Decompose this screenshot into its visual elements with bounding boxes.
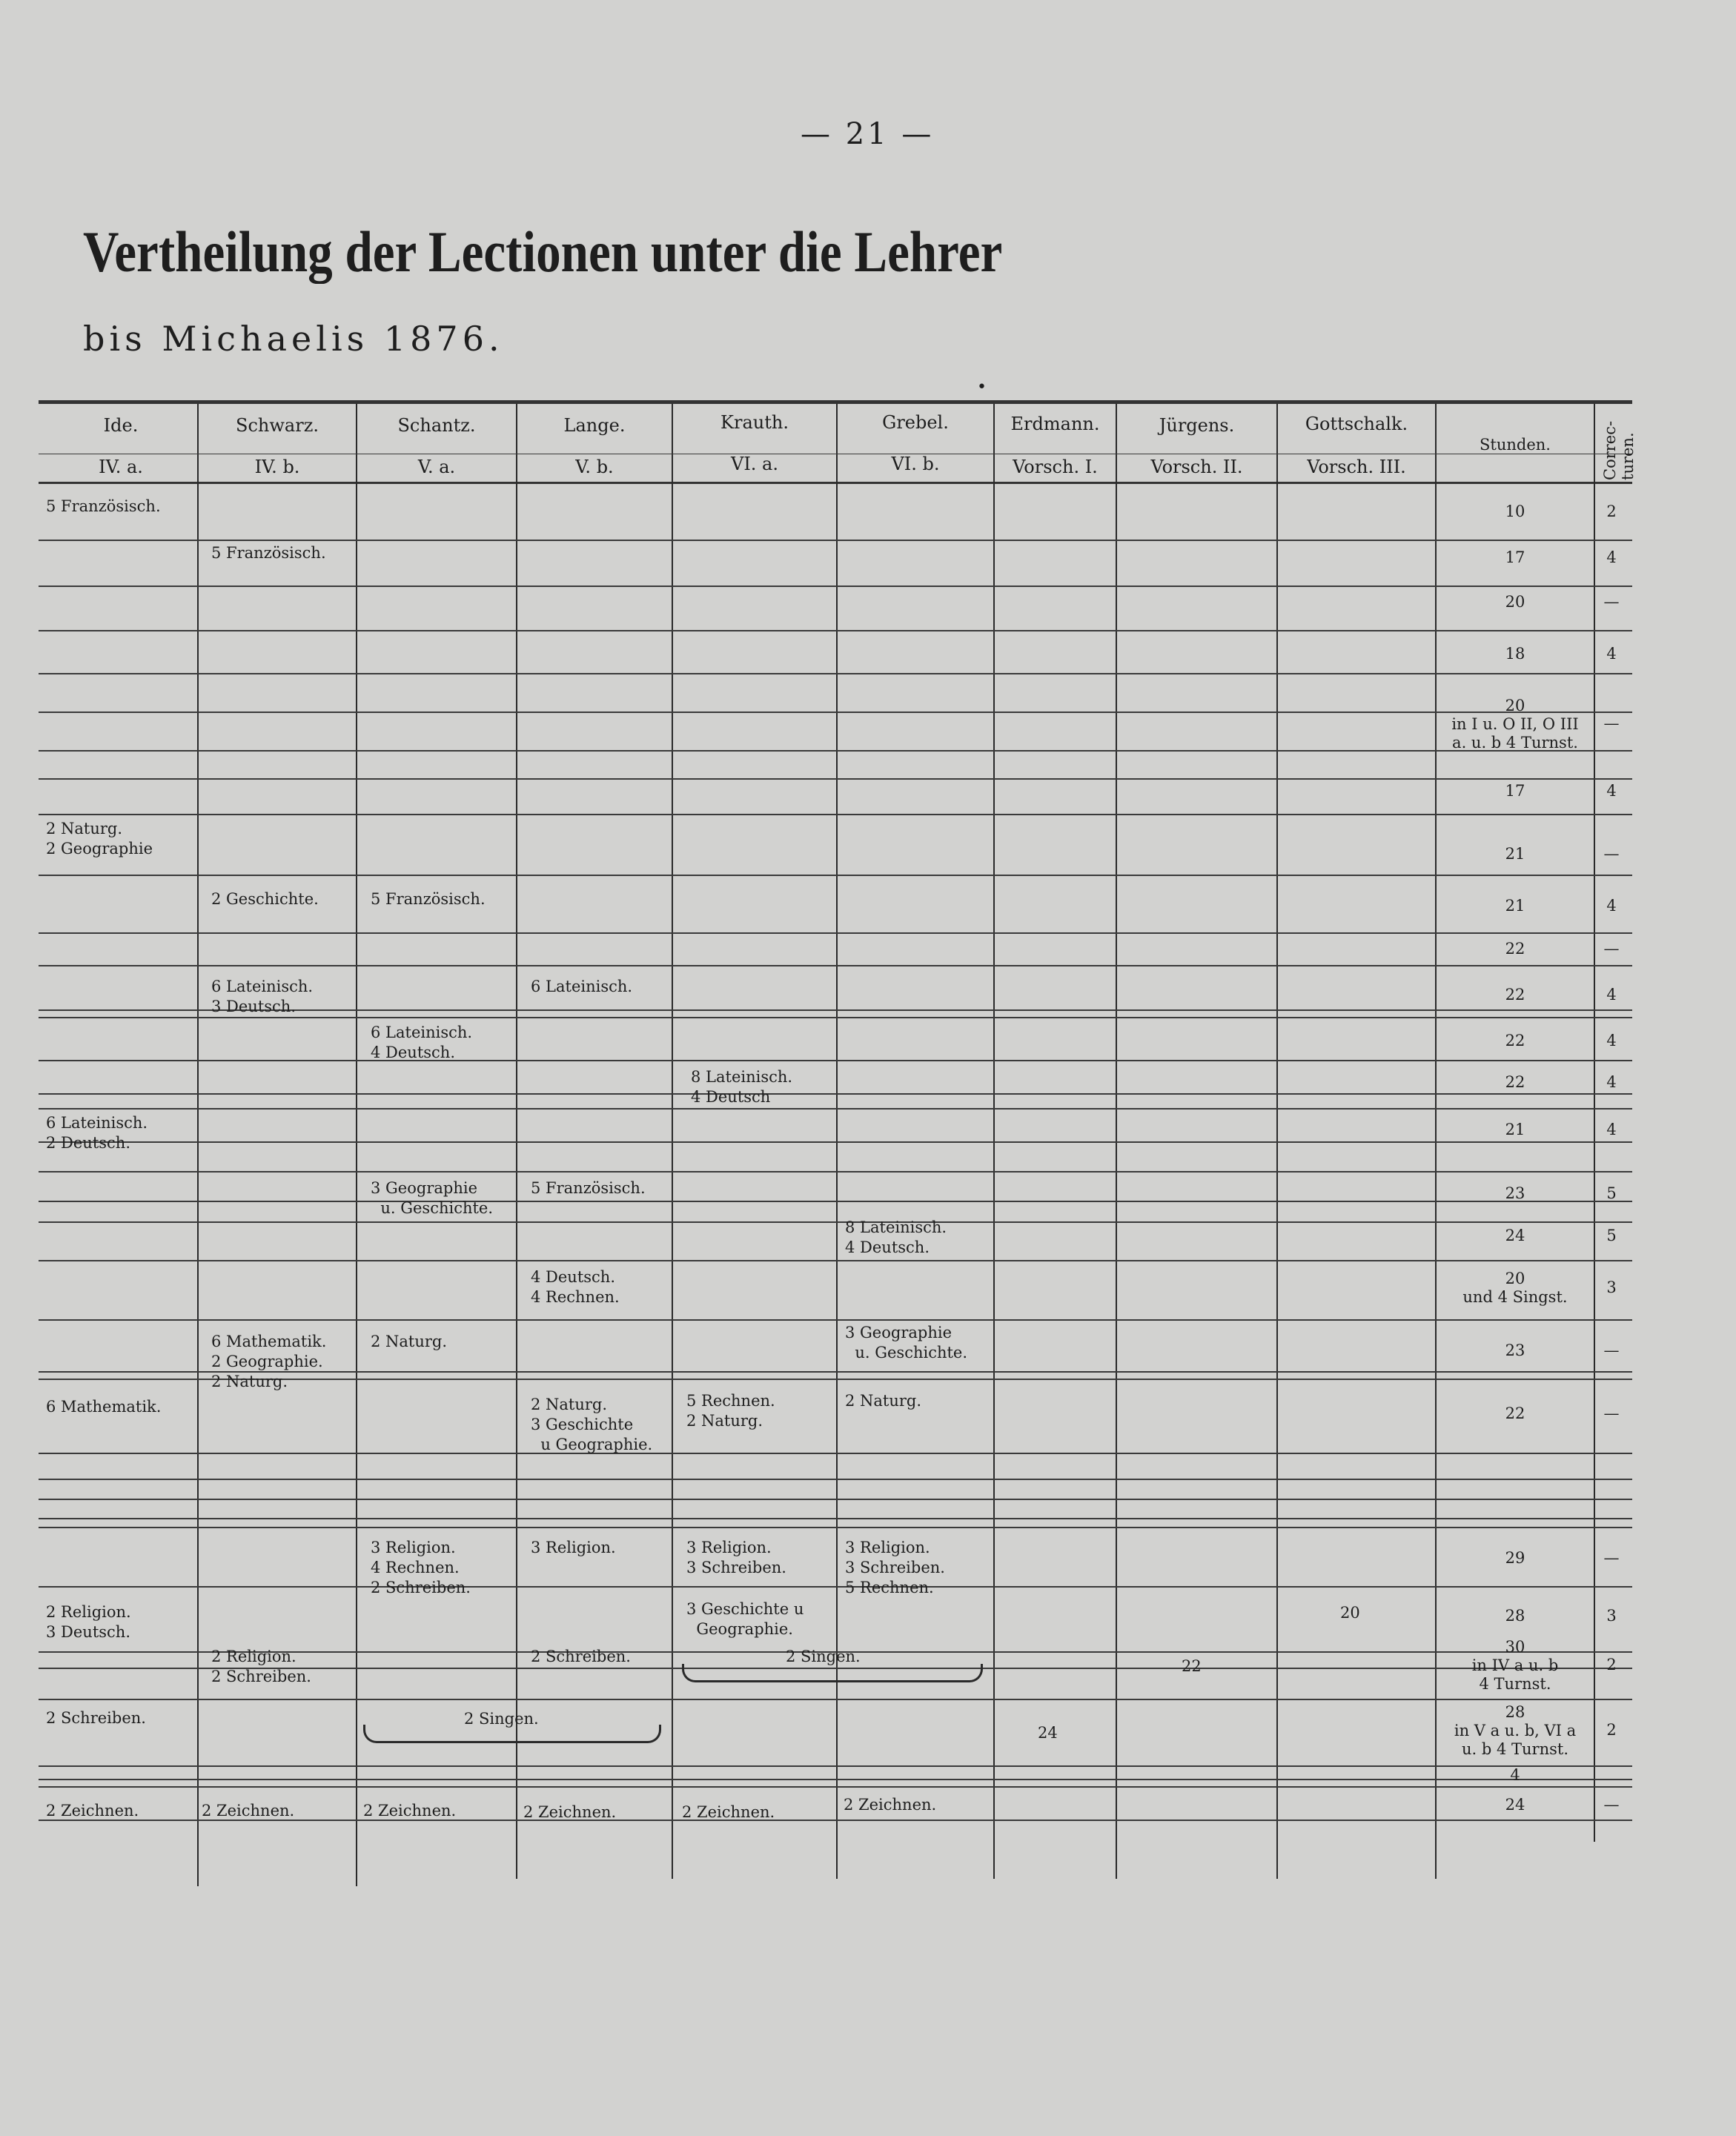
row-rule (39, 1518, 1632, 1519)
correcturen-value: — (1603, 940, 1620, 958)
cell-ide-zeichnen: 2 Zeichnen. (46, 1802, 139, 1820)
cell-lange-franz: 5 Französisch. (531, 1179, 646, 1197)
cell-schantz-geo: 3 Geographie u. Geschichte. (371, 1179, 494, 1217)
correcturen-value: 4 (1606, 645, 1617, 663)
stunden-value: 28 in V a u. b, VI a u. b 4 Turnst. (1454, 1703, 1577, 1758)
col-header-juergens: Jürgens. (1159, 415, 1235, 436)
stunden-value: 21 (1505, 1121, 1525, 1138)
correcturen-value: 3 (1606, 1607, 1617, 1625)
singen-label-2: 2 Singen. (464, 1710, 539, 1728)
correcturen-value: 4 (1606, 1121, 1617, 1138)
header-rule (39, 482, 1632, 484)
correcturen-value: — (1603, 1341, 1620, 1359)
stunden-value: 24 (1505, 1227, 1525, 1244)
row-rule (39, 1221, 1632, 1223)
correcturen-value: — (1603, 845, 1620, 863)
correcturen-value: 2 (1606, 1656, 1617, 1674)
stunden-value: 28 (1505, 1607, 1525, 1625)
col-header-stunden: Stunden. (1480, 436, 1551, 454)
correcturen-value: 5 (1606, 1227, 1617, 1244)
col-class-grebel: VI. b. (891, 454, 940, 474)
col-class-krauth: VI. a. (730, 454, 778, 474)
stunden-value: 23 (1505, 1184, 1525, 1202)
stunden-value: 22 (1505, 940, 1525, 958)
col-class-lange: V. b. (575, 457, 614, 477)
cell-schantz-naturg: 2 Naturg. (371, 1333, 448, 1350)
correcturen-value: 3 (1606, 1278, 1617, 1296)
row-rule (39, 750, 1632, 752)
cell-lange-religion: 3 Religion. (531, 1539, 616, 1556)
cell-ide-schreiben: 2 Schreiben. (46, 1709, 146, 1727)
stunden-value: 22 (1505, 1073, 1525, 1091)
col-class-gottschalk: Vorsch. III. (1307, 457, 1406, 477)
col-header-schantz: Schantz. (397, 415, 476, 436)
cell-krauth-geschichte: 3 Geschichte u Geographie. (686, 1600, 804, 1638)
row-rule (39, 932, 1632, 934)
cell-schwarz-gesch: 2 Geschichte. (211, 890, 319, 908)
cell-lange-latein: 6 Lateinisch. (531, 978, 633, 995)
correcturen-value: — (1603, 1796, 1620, 1814)
singen-label-1: 2 Singen. (786, 1648, 861, 1665)
col-divider (197, 404, 199, 1886)
stunden-value: 23 (1505, 1341, 1525, 1359)
stunden-value: 17 (1505, 548, 1525, 566)
row-rule (39, 1586, 1632, 1588)
row-rule (39, 1479, 1632, 1480)
row-rule (39, 1527, 1632, 1528)
stunden-value: 24 (1505, 1796, 1525, 1814)
stunden-value: 20 (1505, 593, 1525, 611)
col-header-lange: Lange. (563, 415, 626, 436)
cell-lange-zeichnen: 2 Zeichnen. (523, 1803, 617, 1821)
row-rule (39, 965, 1632, 966)
cell-ide-math: 6 Mathematik. (46, 1398, 162, 1416)
col-header-grebel: Grebel. (882, 412, 949, 433)
row-rule (39, 875, 1632, 876)
cell-lange-naturg: 2 Naturg. 3 Geschichte u Geographie. (531, 1396, 653, 1453)
cell-schwarz-religion: 2 Religion. 2 Schreiben. (211, 1648, 311, 1685)
stunden-value: 22 (1505, 1404, 1525, 1422)
row-rule (39, 1260, 1632, 1261)
stunden-value: 22 (1505, 1032, 1525, 1049)
row-rule (39, 712, 1632, 713)
correcturen-value: 2 (1606, 1721, 1617, 1739)
row-rule (39, 778, 1632, 780)
row-rule (39, 1141, 1632, 1143)
page-number: — 21 — (801, 117, 935, 151)
cell-krauth-religion: 3 Religion. 3 Schreiben. (686, 1539, 786, 1576)
cell-krauth-zeichnen: 2 Zeichnen. (682, 1803, 775, 1821)
correcturen-value: — (1603, 714, 1620, 732)
col-divider (1594, 404, 1595, 1842)
col-header-ide: Ide. (103, 415, 139, 436)
row-rule (39, 1108, 1632, 1110)
row-rule (39, 1201, 1632, 1202)
cell-ide-religion: 2 Religion. 3 Deutsch. (46, 1603, 131, 1641)
row-rule (39, 1699, 1632, 1700)
cell-grebel-geo: 3 Geographie u. Geschichte. (845, 1324, 968, 1361)
stunden-value: 10 (1505, 503, 1525, 520)
stunden-value: 21 (1505, 845, 1525, 863)
cell-schantz-religion: 3 Religion. 4 Rechnen. 2 Schreiben. (371, 1539, 471, 1596)
col-header-correcturen: Correc- turen. (1601, 420, 1637, 480)
cell-ide-latein: 6 Lateinisch. 2 Deutsch. (46, 1114, 148, 1152)
singen-brace-1 (682, 1664, 983, 1682)
col-divider (356, 404, 357, 1886)
correcturen-value: 4 (1606, 1073, 1617, 1091)
stunden-value: 30 in IV a u. b 4 Turnst. (1471, 1638, 1559, 1693)
col-class-schwarz: IV. b. (254, 457, 300, 477)
top-rule (39, 400, 1632, 404)
col-class-juergens: Vorsch. II. (1150, 457, 1243, 477)
cell-schwarz-zeichnen: 2 Zeichnen. (202, 1802, 295, 1820)
cell-lange-schreiben: 2 Schreiben. (531, 1648, 631, 1665)
col-class-erdmann: Vorsch. I. (1013, 457, 1098, 477)
correcturen-value: 4 (1606, 986, 1617, 1004)
col-class-ide: IV. a. (99, 457, 143, 477)
cell-juergens-hours: 22 (1182, 1657, 1202, 1675)
singen-brace-2 (363, 1725, 661, 1743)
cell-grebel-naturg: 2 Naturg. (845, 1392, 922, 1410)
row-rule (39, 1779, 1632, 1780)
row-rule (39, 1765, 1632, 1767)
cell-gottschalk-hours: 20 (1340, 1604, 1360, 1622)
cell-schwarz-math: 6 Mathematik. 2 Geographie. 2 Naturg. (211, 1333, 327, 1390)
stunden-value: 17 (1505, 782, 1525, 800)
correcturen-value: — (1603, 593, 1620, 611)
row-rule (39, 586, 1632, 587)
row-rule (39, 1499, 1632, 1500)
row-rule (39, 1060, 1632, 1061)
row-rule (39, 1319, 1632, 1321)
cell-krauth-latein: 8 Lateinisch. 4 Deutsch (691, 1068, 793, 1106)
col-header-gottschalk: Gottschalk. (1305, 414, 1408, 434)
stunden-value: 4 (1510, 1766, 1520, 1784)
correcturen-value: 4 (1606, 897, 1617, 915)
ink-dot: • (977, 378, 987, 397)
correcturen-value: 2 (1606, 503, 1617, 520)
col-header-erdmann: Erdmann. (1010, 414, 1100, 434)
cell-grebel-latein: 8 Lateinisch. 4 Deutsch. (845, 1218, 947, 1256)
row-rule (39, 1453, 1632, 1454)
col-header-krauth: Krauth. (720, 412, 789, 433)
stunden-value: 20 und 4 Singst. (1462, 1270, 1568, 1306)
cell-schantz-latein: 6 Lateinisch. 4 Deutsch. (371, 1024, 473, 1061)
correcturen-value: 4 (1606, 782, 1617, 800)
correcturen-value: — (1603, 1549, 1620, 1567)
cell-lange-deutsch: 4 Deutsch. 4 Rechnen. (531, 1268, 620, 1306)
stunden-value: 21 (1505, 897, 1525, 915)
row-rule (39, 814, 1632, 815)
stunden-value: 29 (1505, 1549, 1525, 1567)
cell-schantz-zeichnen: 2 Zeichnen. (363, 1802, 457, 1820)
page-title: Vertheilung der Lectionen unter die Lehrer (83, 219, 1003, 284)
col-class-schantz: V. a. (417, 457, 456, 477)
cell-schantz-franz: 5 Französisch. (371, 890, 486, 908)
correcturen-value: — (1603, 1404, 1620, 1422)
stunden-value: 18 (1505, 645, 1525, 663)
correcturen-value: 4 (1606, 1032, 1617, 1049)
row-rule (39, 1786, 1632, 1788)
col-header-schwarz: Schwarz. (236, 415, 319, 436)
cell-grebel-religion: 3 Religion. 3 Schreiben. 5 Rechnen. (845, 1539, 945, 1596)
cell-schwarz-latein: 6 Lateinisch. 3 Deutsch. (211, 978, 314, 1015)
row-rule (39, 1093, 1632, 1095)
cell-krauth-rechnen: 5 Rechnen. 2 Naturg. (686, 1392, 775, 1430)
row-rule (39, 540, 1632, 541)
row-rule (39, 673, 1632, 674)
cell-erdmann-hours: 24 (1038, 1724, 1058, 1742)
stunden-value: 22 (1505, 986, 1525, 1004)
row-rule (39, 1171, 1632, 1173)
row-rule (39, 1017, 1632, 1018)
page-subtitle: bis Michaelis 1876. (83, 319, 504, 359)
correcturen-value: 5 (1606, 1184, 1617, 1202)
cell-ide-franz: 5 Französisch. (46, 497, 161, 515)
row-rule (39, 630, 1632, 631)
correcturen-value: 4 (1606, 548, 1617, 566)
stunden-value: 20 in I u. O II, O III a. u. b 4 Turnst. (1451, 697, 1579, 752)
cell-schwarz-franz: 5 Französisch. (211, 544, 326, 562)
cell-grebel-zeichnen: 2 Zeichnen. (844, 1796, 937, 1814)
cell-ide-naturg: 2 Naturg. 2 Geographie (46, 820, 153, 858)
